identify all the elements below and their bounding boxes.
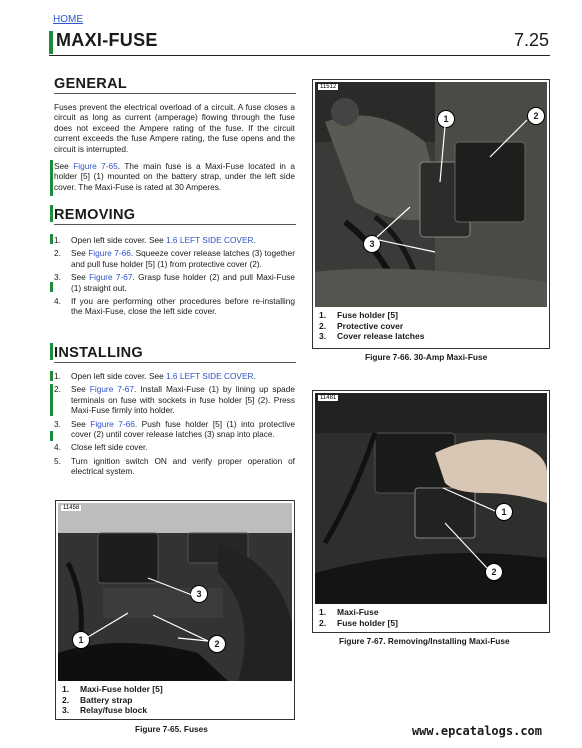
change-bar	[50, 160, 53, 196]
figure-link[interactable]: Figure 7-67	[89, 384, 134, 395]
legend-item	[319, 321, 424, 332]
change-bar	[50, 431, 53, 441]
callout-2: 2	[527, 107, 545, 125]
text: If you are performing other procedures before re-installing the Maxi-Fuse, close the left side cover.	[71, 296, 295, 317]
section-rule-general	[54, 93, 296, 94]
legend-text: Fuse holder [5]	[337, 310, 398, 320]
text: . The main fuse is a Maxi-Fuse located in a holder [5] (1) mounted on the battery strap, under the left side cover. The Maxi-Fuse is rated at 30 Amperes.	[54, 161, 295, 192]
figure-photo	[315, 393, 547, 604]
section-heading-removing: REMOVING	[54, 207, 136, 223]
step-number: 4.	[54, 296, 61, 307]
change-bar	[50, 384, 53, 416]
step-number: 1.	[54, 235, 61, 245]
section-heading-general: GENERAL	[54, 76, 127, 92]
legend-text: Protective cover	[337, 320, 404, 331]
change-bar	[50, 282, 53, 292]
legend-item	[62, 684, 163, 695]
step-number: 4.	[54, 442, 61, 453]
text: .	[253, 371, 256, 381]
section-rule-removing	[54, 224, 296, 225]
legend-item	[62, 705, 163, 716]
cross-ref-link[interactable]: 1.6 LEFT SIDE COVER	[166, 371, 254, 381]
text: See	[71, 248, 89, 259]
step-number: 3.	[54, 418, 61, 429]
legend-item	[319, 331, 424, 342]
callout-1: 1	[72, 631, 90, 649]
text: .	[253, 235, 256, 245]
callout-3: 3	[363, 235, 381, 253]
figure-caption: Figure 7-65. Fuses	[135, 724, 208, 734]
step-item	[54, 371, 295, 381]
legend-number: 1.	[319, 607, 327, 617]
text: Open left side cover. See	[71, 235, 167, 245]
step-item	[54, 235, 295, 245]
figure-7-65	[55, 500, 295, 720]
watermark: www.epcatalogs.com	[411, 724, 542, 738]
legend-text: Maxi-Fuse holder [5]	[80, 684, 163, 694]
step-number: 1.	[54, 371, 61, 381]
text: See	[71, 384, 90, 395]
step-number: 2.	[54, 384, 61, 395]
figure-legend	[62, 684, 163, 716]
callout-1: 1	[495, 503, 513, 521]
title-accent-bar	[49, 31, 53, 54]
removing-steps	[54, 235, 295, 320]
section-heading-installing: INSTALLING	[54, 345, 143, 361]
step-number: 5.	[54, 455, 61, 466]
figure-id: 11458	[63, 505, 80, 511]
text: . Install Maxi-Fuse (1) by lining up spade terminals on fuse with sockets in fuse holder [5] (2). Press Maxi-Fuse firmly into holder.	[71, 384, 295, 416]
legend-text: Maxi-Fuse	[337, 607, 379, 617]
legend-number: 3.	[319, 331, 327, 341]
legend-text: Cover release latches	[337, 331, 425, 341]
figure-link[interactable]: Figure 7-67	[89, 272, 133, 283]
figure-legend	[319, 310, 424, 342]
figure-id: 11512	[320, 84, 337, 90]
leader-lines	[58, 503, 292, 681]
figure-7-67	[312, 390, 550, 633]
text: Turn ignition switch ON and verify proper operation of electrical system.	[71, 455, 295, 477]
figure-7-66	[312, 79, 550, 349]
figure-caption: Figure 7-66. 30-Amp Maxi-Fuse	[365, 352, 488, 362]
figure-link[interactable]: Figure 7-66	[88, 248, 131, 259]
text: Open left side cover. See	[71, 371, 167, 381]
step-item	[54, 248, 295, 269]
legend-number: 2.	[62, 694, 70, 705]
title-rule	[49, 55, 550, 56]
callout-1: 1	[437, 110, 455, 128]
step-item	[54, 456, 295, 477]
legend-item	[62, 695, 163, 706]
step-item	[54, 384, 295, 415]
step-number: 3.	[54, 272, 61, 283]
legend-number: 2.	[319, 617, 327, 628]
legend-text: Fuse holder [5]	[337, 617, 398, 628]
legend-text: Battery strap	[80, 694, 133, 705]
legend-number: 2.	[319, 320, 327, 331]
legend-item	[319, 310, 424, 321]
legend-text: Relay/fuse block	[80, 705, 148, 715]
step-item	[54, 419, 295, 440]
text: See	[71, 418, 91, 429]
figure-link[interactable]: Figure 7-66	[90, 418, 135, 429]
figure-photo	[58, 503, 292, 681]
change-bar	[50, 205, 53, 222]
installing-steps	[54, 371, 295, 480]
figure-caption: Figure 7-67. Removing/Installing Maxi-Fuse	[339, 636, 510, 646]
step-item	[54, 442, 295, 452]
callout-3: 3	[190, 585, 208, 603]
text: . Squeeze cover release latches (3) together and pull fuse holder [5] (1) from protective cover (2).	[71, 248, 296, 269]
cross-ref-link[interactable]: 1.6 LEFT SIDE COVER	[166, 235, 254, 245]
general-paragraph-2	[54, 161, 295, 192]
general-paragraph: Fuses prevent the electrical overload of a circuit. A fuse closes a circuit as long as current (amperage) flowing through the fuse does not exceed the Ampere rating of the fuse. If the circuit current exceeds the fuse Ampere rating, the fuse opens and the circuit is interrupted.	[54, 102, 295, 154]
legend-item	[319, 607, 398, 618]
text: See	[54, 161, 74, 171]
page-title: MAXI-FUSE	[56, 30, 158, 50]
step-number: 2.	[54, 248, 61, 259]
text: Close left side cover.	[71, 442, 148, 453]
legend-number: 1.	[319, 310, 327, 320]
text: . Push fuse holder [5] (1) into protective cover (2) until cover release latches (3) snap into place.	[71, 418, 296, 440]
figure-id: 11481	[320, 395, 337, 401]
change-bar	[50, 371, 53, 381]
callout-2: 2	[208, 635, 226, 653]
callout-2: 2	[485, 563, 503, 581]
leader-lines	[315, 82, 547, 307]
change-bar	[50, 343, 53, 360]
change-bar	[50, 234, 53, 244]
text: See	[71, 272, 90, 283]
figure-legend	[319, 607, 398, 628]
section-rule-installing	[54, 362, 296, 363]
step-item	[54, 272, 295, 293]
step-item	[54, 296, 295, 317]
page-number: 7.25	[513, 30, 549, 50]
leader-lines	[315, 393, 547, 604]
legend-item	[319, 618, 398, 629]
figure-link[interactable]: Figure 7-65	[73, 161, 118, 171]
figure-photo	[315, 82, 547, 307]
legend-number: 1.	[62, 684, 70, 694]
text: . Grasp fuse holder (2) and pull Maxi-Fuse (1) straight out.	[71, 272, 295, 293]
legend-number: 3.	[62, 705, 70, 715]
home-link[interactable]: HOME	[53, 14, 83, 25]
